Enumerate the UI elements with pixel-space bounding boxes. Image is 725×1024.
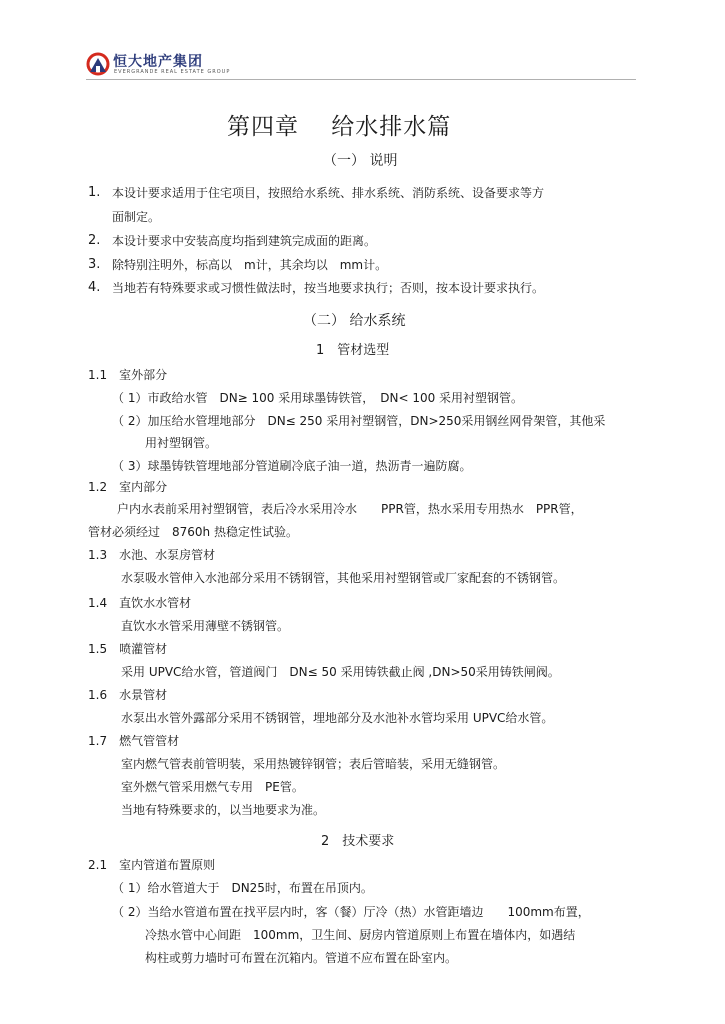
clause-text-cont: 构柱或剪力墙时可布置在沉箱内。管道不应布置在卧室内。 <box>145 951 458 965</box>
clause-text: （ 1）市政给水管 DN≥ 100 采用球墨铸铁管， DN< 100 采用衬塑钢管。 <box>112 391 524 405</box>
clause-text: （ 1）给水管道大于 DN25时，布置在吊顶内。 <box>112 881 373 895</box>
page-header <box>86 48 636 82</box>
header-divider <box>86 79 636 80</box>
section-heading-notes: （一） 说明 <box>323 153 398 169</box>
list-item-text: 除特别注明外，标高以 m计，其余均以 mm计。 <box>112 258 388 272</box>
clause-label: 2.1 室内管道布置原则 <box>88 858 216 872</box>
list-item-number: 2. <box>88 233 101 248</box>
subsection-heading-pipe-materials: 1 管材选型 <box>316 343 390 358</box>
clause-text: 直饮水水管采用薄壁不锈钢管。 <box>121 619 290 633</box>
clause-text: （ 2）加压给水管埋地部分 DN≤ 250 采用衬塑钢管，DN>250采用钢丝网骨架管，其他采 <box>112 414 606 428</box>
clause-text: 户内水表前采用衬塑钢管，表后冷水采用冷水 PPR管，热水采用专用热水 PPR管， <box>117 502 583 516</box>
clause-label: 1.1 室外部分 <box>88 368 168 382</box>
clause-text: 当地有特殊要求的，以当地要求为准。 <box>121 803 326 817</box>
list-item-text: 本设计要求适用于住宅项目，按照给水系统、排水系统、消防系统、设备要求等方 <box>112 186 545 200</box>
list-item-text: 当地若有特殊要求或习惯性做法时，按当地要求执行；否则，按本设计要求执行。 <box>112 281 545 295</box>
clause-text: 室内燃气管表前管明装，采用热镀锌钢管；表后管暗装，采用无缝钢管。 <box>121 757 506 771</box>
clause-label: 1.6 水景管材 <box>88 688 168 702</box>
clause-text: 水泵出水管外露部分采用不锈钢管，埋地部分及水池补水管均采用 UPVC给水管。 <box>121 711 554 725</box>
clause-text: 采用 UPVC给水管，管道阀门 DN≤ 50 采用铸铁截止阀 ,DN>50采用铸铁闸阀。 <box>121 665 560 679</box>
subsection-heading-technical-requirements: 2 技术要求 <box>321 834 395 849</box>
clause-label: 1.5 喷灌管材 <box>88 642 168 656</box>
clause-label: 1.2 室内部分 <box>88 480 168 494</box>
list-item-number: 1. <box>88 185 101 200</box>
logo-text-cn: 恒大地产集团 <box>113 54 203 70</box>
clause-label: 1.7 燃气管管材 <box>88 734 180 748</box>
clause-text-cont: 用衬塑钢管。 <box>145 436 218 450</box>
list-item-text: 本设计要求中安装高度均指到建筑完成面的距离。 <box>112 234 377 248</box>
clause-text: 室外燃气管采用燃气专用 PE管。 <box>121 780 304 794</box>
clause-text-cont: 冷热水管中心间距 100mm，卫生间、厨房内管道原则上布置在墙体内，如遇结 <box>145 928 576 942</box>
clause-text: （ 3）球墨铸铁管埋地部分管道刷冷底子油一道，热沥青一遍防腐。 <box>112 459 472 473</box>
list-item-number: 4. <box>88 280 101 295</box>
clause-text: （ 2）当给水管道布置在找平层内时，客（餐）厅冷（热）水管距墙边 100mm布置， <box>112 905 590 919</box>
clause-label: 1.4 直饮水水管材 <box>88 596 192 610</box>
clause-label: 1.3 水池、水泵房管材 <box>88 548 216 562</box>
clause-text: 水泵吸水管伸入水池部分采用不锈钢管，其他采用衬塑钢管或厂家配套的不锈钢管。 <box>121 571 566 585</box>
section-heading-water-supply: （二） 给水系统 <box>303 313 406 329</box>
list-item-text-cont: 面制定。 <box>112 210 161 224</box>
evergrande-logo-icon <box>86 52 110 76</box>
logo-text-en: EVERGRANDE REAL ESTATE GROUP <box>114 69 231 75</box>
chapter-title: 第四章 给水排水篇 <box>227 114 452 140</box>
clause-text-cont: 管材必须经过 8760h 热稳定性试验。 <box>88 525 298 539</box>
list-item-number: 3. <box>88 257 101 272</box>
